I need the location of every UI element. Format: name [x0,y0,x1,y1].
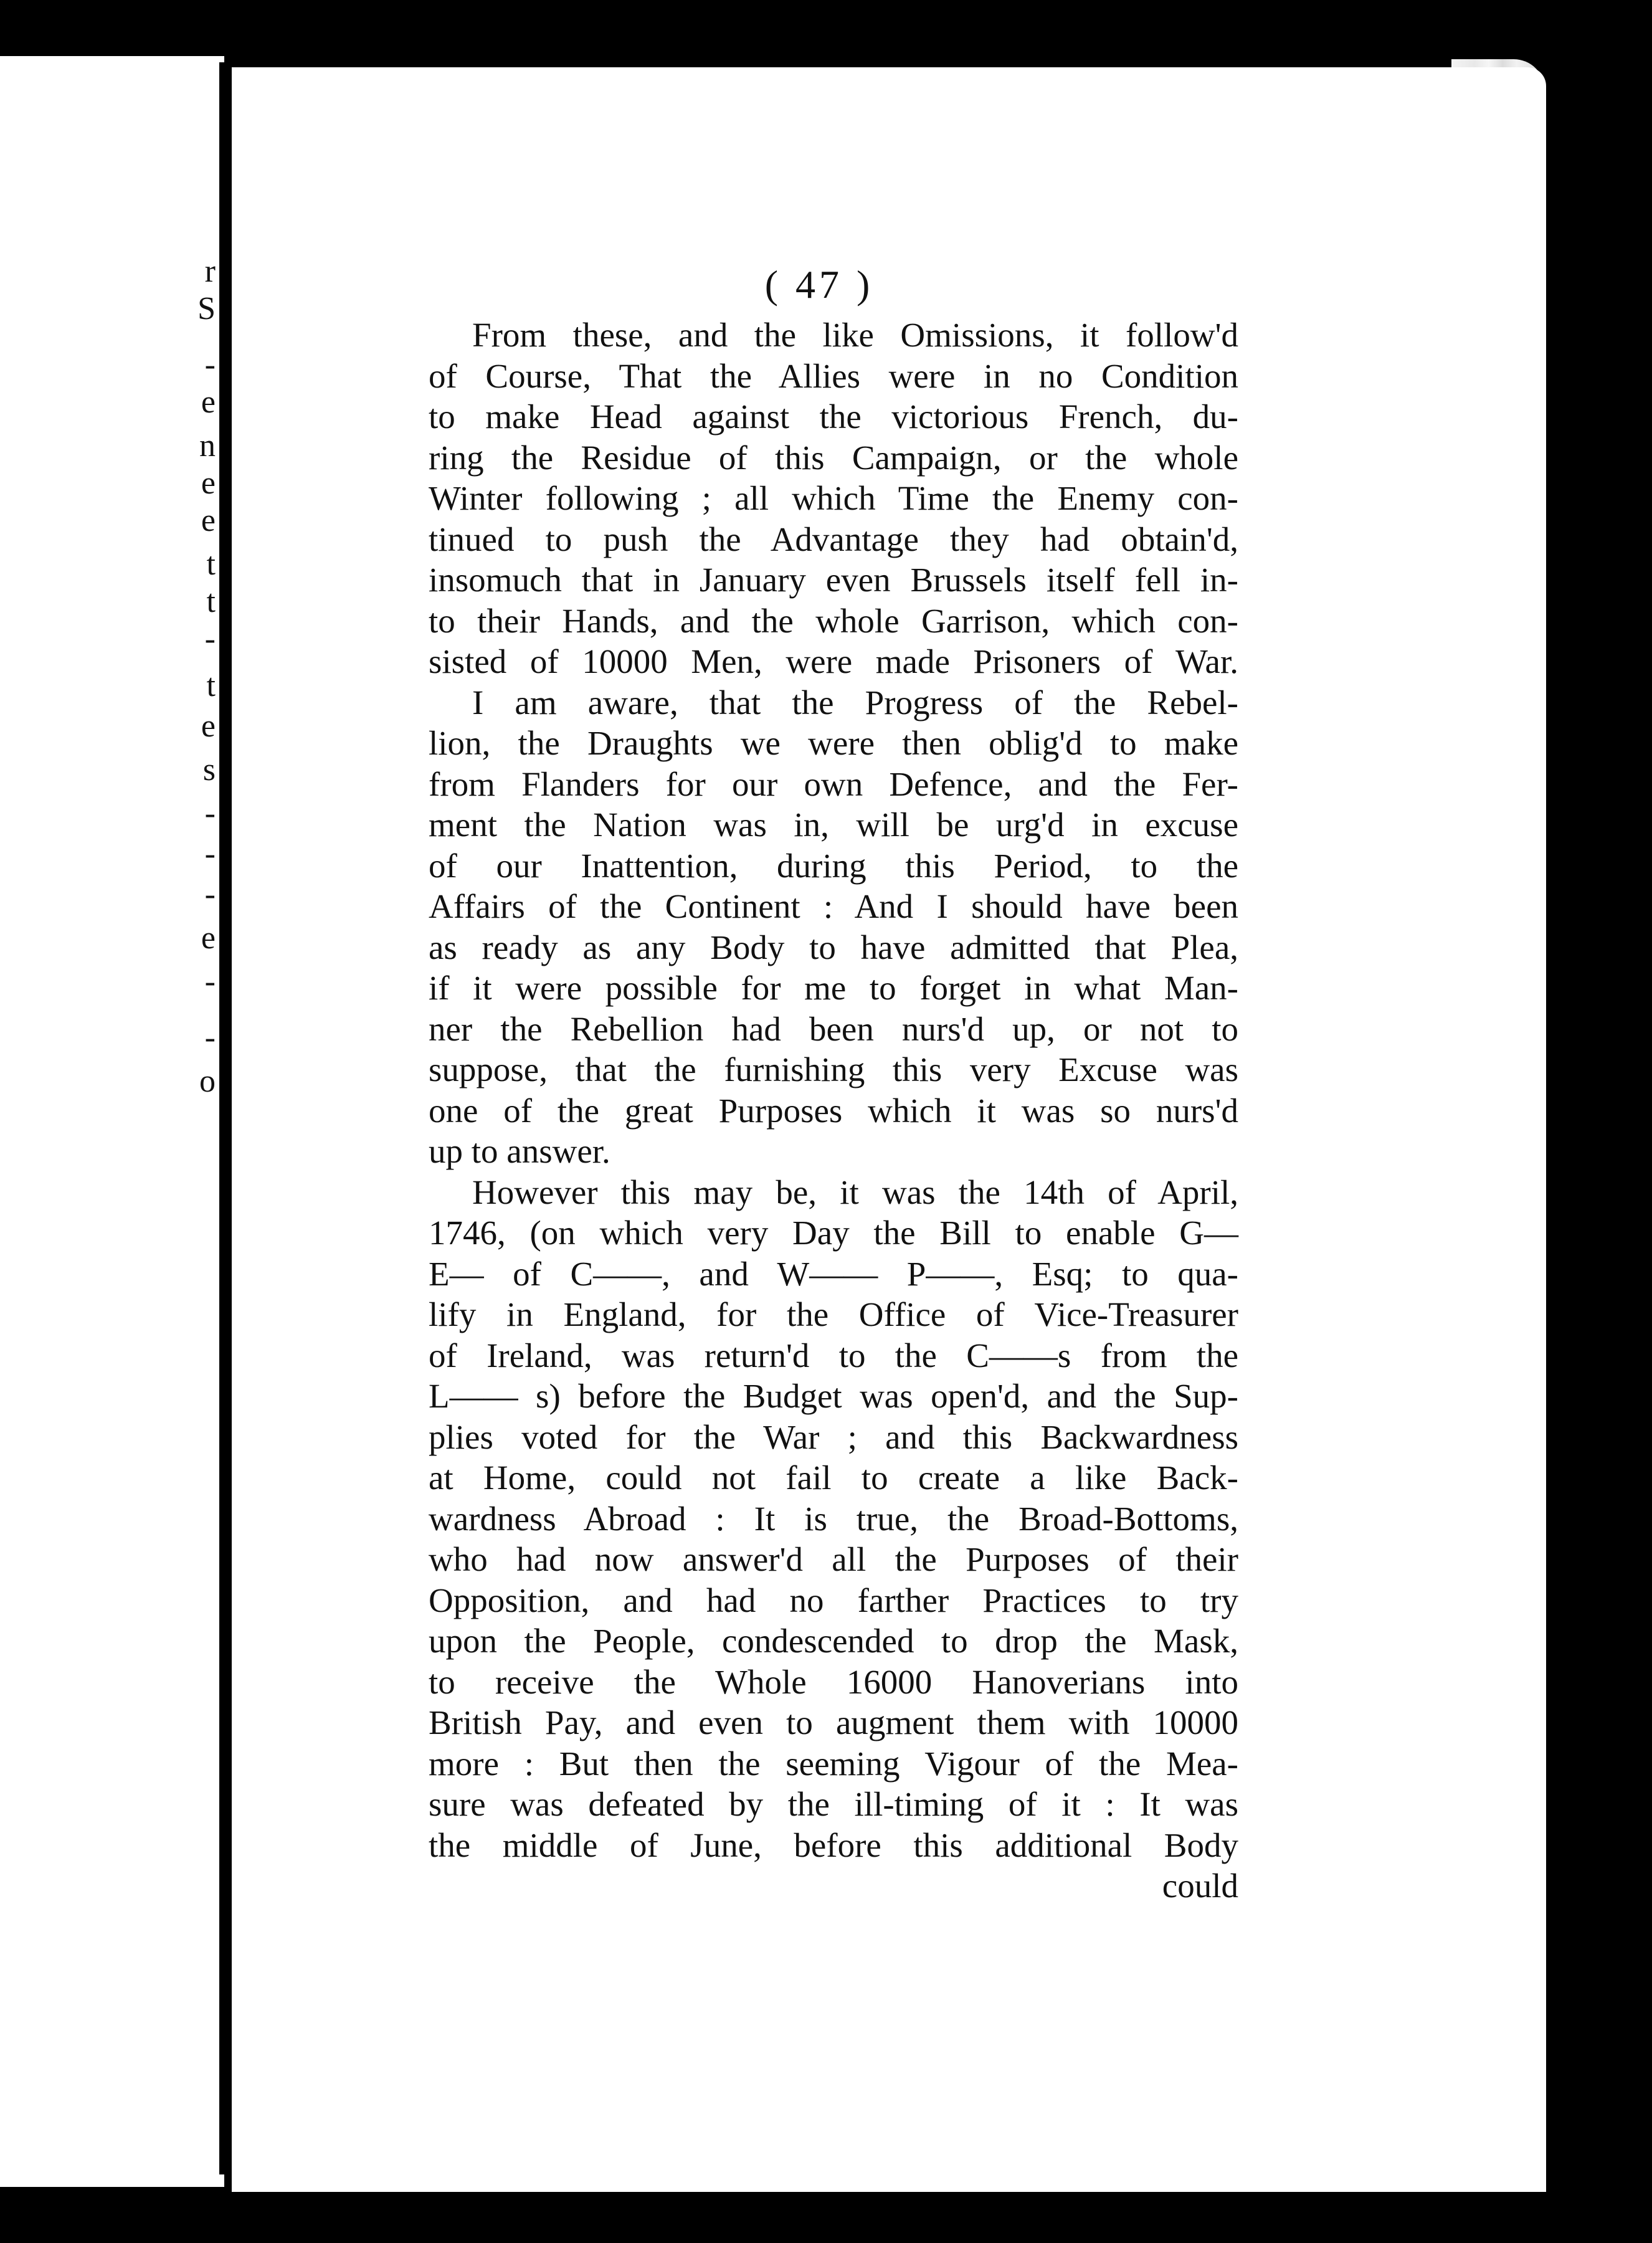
text-line: British Pay, and even to augment them with 10000 [429,1703,1238,1741]
text-line: to receive the Whole 16000 Hanoverians into [429,1662,1238,1701]
text-line: if it were possible for me to forget in what Man- [429,969,1238,1007]
left-page-edge-char: e [201,708,216,744]
left-page-edge-char: o [199,1064,216,1099]
page-number: ( 47 ) [764,262,874,307]
text-line: could [1162,1867,1238,1905]
text-line: Opposition, and had no farther Practices to try [429,1581,1238,1619]
text-line: I am aware, that the Progress of the Rebel- [472,683,1238,721]
left-page-edge-char: e [201,920,216,956]
text-line: up to answer. [429,1132,610,1170]
left-page-edge-char: t [206,584,216,619]
text-line: of our Inattention, during this Period, to the [429,846,1238,885]
text-line: sisted of 10000 Men, were made Prisoners of War. [429,642,1238,680]
text-line: from Flanders for our own Defence, and the Fer- [429,764,1238,803]
text-line: Winter following ; all which Time the Enemy con- [429,479,1238,517]
left-page-edge-char: - [204,621,216,657]
text-line: From these, and the like Omissions, it follow'd [472,316,1238,354]
text-line: tinued to push the Advantage they had obtain'd, [429,520,1238,558]
text-line: ner the Rebellion had been nurs'd up, or not to [429,1009,1238,1048]
text-line: E— of C——, and W—— P——, Esq; to qua- [429,1254,1238,1293]
text-line: However this may be, it was the 14th of April, [472,1173,1238,1211]
left-page-edge-char: e [201,503,216,538]
text-line: lion, the Draughts we were then oblig'd to make [429,724,1238,762]
left-page-edge-char: - [204,347,216,383]
left-page-edge-char: - [204,964,216,999]
left-page-edge-char: s [202,752,216,788]
text-line: one of the great Purposes which it was so nurs'd [429,1091,1238,1130]
left-page-edge-char: r [204,254,216,289]
text-line: at Home, could not fail to create a like Back- [429,1459,1238,1497]
left-page-edge-char: e [201,465,216,501]
left-page-fragment [0,56,224,2187]
text-line: ment the Nation was in, will be urg'd in excuse [429,806,1238,844]
left-page-edge-char: e [201,384,216,420]
text-line: upon the People, condescended to drop the Mask, [429,1622,1238,1660]
left-page-edge-char: - [204,877,216,912]
left-page-edge-char: t [206,546,216,582]
text-line: of Ireland, was return'd to the C——s from the [429,1336,1238,1374]
text-line: ring the Residue of this Campaign, or the whole [429,438,1238,477]
text-line: more : But then the seeming Vigour of the Mea- [429,1744,1238,1783]
text-line: plies voted for the War ; and this Backwardness [429,1417,1238,1456]
text-line: lify in England, for the Office of Vice-Treasurer [429,1295,1238,1333]
text-line: L—— s) before the Budget was open'd, and the Sup- [429,1377,1238,1415]
text-line: insomuch that in January even Brussels itself fell in- [429,561,1238,599]
left-page-edge-char: t [206,668,216,703]
text-line: to their Hands, and the whole Garrison, which con- [429,601,1238,640]
text-line: suppose, that the furnishing this very Excuse was [429,1050,1238,1088]
text-line: of Course, That the Allies were in no Condition [429,356,1238,395]
left-page-edge-char: - [204,796,216,831]
text-line: sure was defeated by the ill-timing of it : It was [429,1785,1238,1823]
left-page-edge-char: - [204,836,216,872]
text-line: 1746, (on which very Day the Bill to enable G— [429,1214,1238,1252]
text-line: who had now answer'd all the Purposes of their [429,1540,1238,1578]
left-page-edge-char: n [199,428,216,464]
body-text [429,315,1238,1907]
text-line: as ready as any Body to have admitted that Plea, [429,928,1238,966]
text-line: the middle of June, before this additional Body [429,1826,1238,1864]
text-line: Affairs of the Continent : And I should have been [429,887,1238,925]
text-line: to make Head against the victorious French, du- [429,398,1238,436]
left-page-edge-char: - [204,1020,216,1055]
left-page-edge-char: S [197,291,216,326]
text-line: wardness Abroad : It is true, the Broad-Bottoms, [429,1499,1238,1538]
